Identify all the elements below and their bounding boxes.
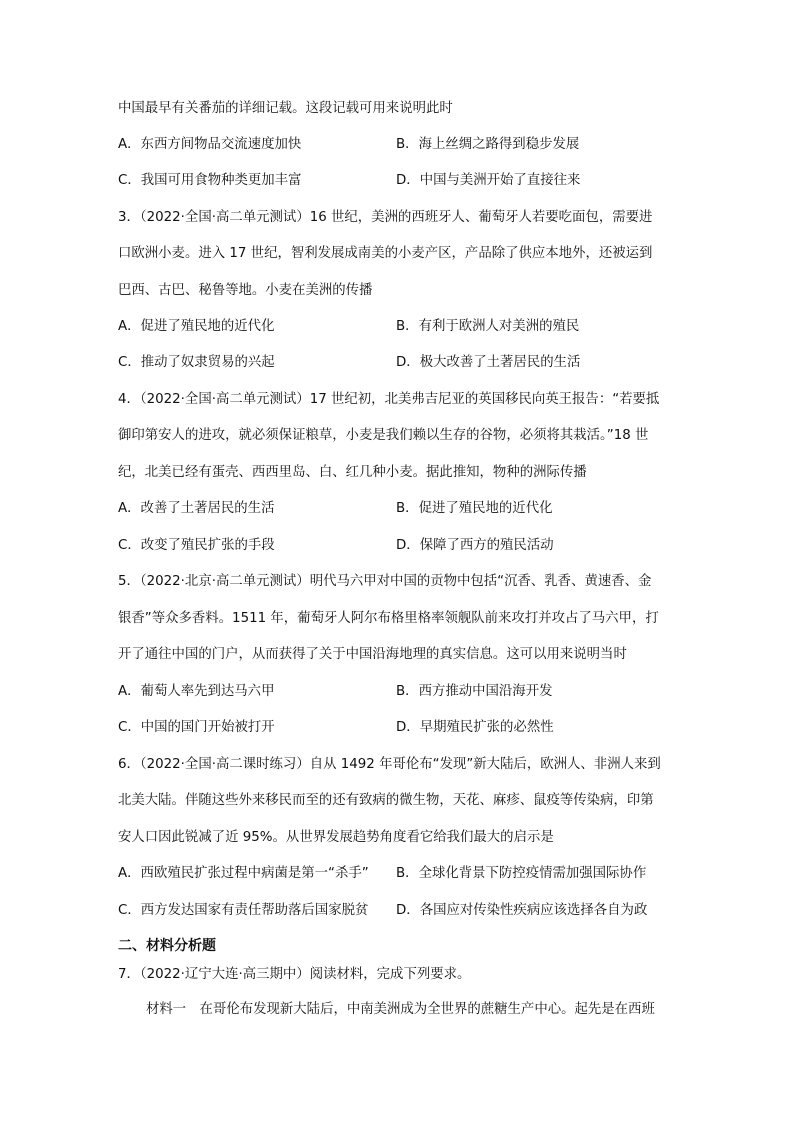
q5-stem-line1: 5．（2022·北京·高二单元测试）明代马六甲对中国的贡物中包括“沉香、乳香、黄速香、金	[118, 574, 652, 589]
q4-stem-line3: 纪，北美已经有蛋壳、西西里岛、白、红几种小麦。据此推知，物种的洲际传播	[118, 465, 587, 480]
q5-options-row1	[118, 683, 678, 701]
q6-stem-line2: 北美大陆。伴随这些外来移民而至的还有致病的微生物，天花、麻疹、鼠疫等传染病，印第	[118, 793, 654, 808]
q5-option-a[interactable]: A．葡萄人率先到达马六甲	[118, 684, 275, 699]
section-title: 二、材料分析题	[118, 938, 216, 954]
q4-options-row2	[118, 537, 678, 555]
q2-option-a[interactable]: A．东西方间物品交流速度加快	[118, 137, 302, 152]
q6-options-row1	[118, 865, 678, 883]
q6-option-d[interactable]: D．各国应对传染性疾病应该选择各自为政	[396, 903, 648, 918]
q4-options-row1	[118, 500, 678, 518]
q4-option-b[interactable]: B．促进了殖民地的近代化	[396, 501, 553, 516]
q3-option-a[interactable]: A．促进了殖民地的近代化	[118, 319, 275, 334]
q3-option-d[interactable]: D．极大改善了土著居民的生活	[396, 355, 581, 370]
material-one-text: 材料一 在哥伦布发现新大陆后，中南美洲成为全世界的蔗糖生产中心。起先是在西班	[146, 1002, 655, 1017]
q4-stem-line2: 御印第安人的进攻，就必须保证粮草，小麦是我们赖以生存的谷物，必须将其栽活。”18 世	[118, 428, 649, 443]
q6-stem-line1: 6．（2022·全国·高二课时练习）自从 1492 年哥伦布“发现”新大陆后，欧洲人、非洲人来到	[118, 757, 661, 772]
q3-option-b[interactable]: B．有利于欧洲人对美洲的殖民	[396, 319, 580, 334]
q3-option-c[interactable]: C．推动了奴隶贸易的兴起	[118, 355, 275, 370]
q3-stem-line3: 巴西、古巴、秘鲁等地。小麦在美洲的传播	[118, 283, 373, 298]
q6-option-b[interactable]: B．全球化背景下防控疫情需加强国际协作	[396, 866, 647, 881]
q4-option-d[interactable]: D．保障了西方的殖民活动	[396, 538, 554, 553]
q5-options-row2	[118, 719, 678, 737]
q2-option-c[interactable]: C．我国可用食物种类更加丰富	[118, 173, 302, 188]
q3-options-row1	[118, 318, 678, 336]
q4-option-a[interactable]: A．改善了土著居民的生活	[118, 501, 275, 516]
q4-stem-line1: 4．（2022·全国·高二单元测试）17 世纪初，北美弗吉尼亚的英国移民向英王报告：“若要抵	[118, 392, 660, 407]
q2-option-b[interactable]: B．海上丝绸之路得到稳步发展	[396, 137, 580, 152]
q5-option-b[interactable]: B．西方推动中国沿海开发	[396, 684, 553, 699]
q6-stem-line3: 安人口因此锐减了近 95%。从世界发展趋势角度看它给我们最大的启示是	[118, 830, 554, 845]
q3-stem-line1: 3．（2022·全国·高二单元测试）16 世纪，美洲的西班牙人、葡萄牙人若要吃面包，需要进	[118, 210, 653, 225]
q5-stem-line2: 银香”等众多香料。1511 年，葡萄牙人阿尔布格里格率领舰队前来攻打并攻占了马六甲，打	[118, 611, 659, 626]
q6-option-c[interactable]: C．西方发达国家有责任帮助落后国家脱贫	[118, 903, 369, 918]
q2-options-row1	[118, 136, 678, 154]
q2-options-row2	[118, 172, 678, 190]
q2-stem-end: 中国最早有关番茄的详细记载。这段记载可用来说明此时	[118, 101, 453, 116]
q5-option-d[interactable]: D．早期殖民扩张的必然性	[396, 720, 554, 735]
q7-stem-line1: 7．（2022·辽宁大连·高三期中）阅读材料，完成下列要求。	[118, 967, 471, 982]
q5-option-c[interactable]: C．中国的国门开始被打开	[118, 720, 275, 735]
q6-options-row2	[118, 902, 678, 920]
q3-options-row2	[118, 354, 678, 372]
q6-option-a[interactable]: A．西欧殖民扩张过程中病菌是第一“杀手”	[118, 866, 369, 881]
q2-option-d[interactable]: D．中国与美洲开始了直接往来	[396, 173, 581, 188]
q3-stem-line2: 口欧洲小麦。进入 17 世纪，智利发展成南美的小麦产区，产品除了供应本地外，还被运到	[118, 246, 653, 261]
q4-option-c[interactable]: C．改变了殖民扩张的手段	[118, 538, 275, 553]
q5-stem-line3: 开了通往中国的门户，从而获得了关于中国沿海地理的真实信息。这可以用来说明当时	[118, 647, 627, 662]
